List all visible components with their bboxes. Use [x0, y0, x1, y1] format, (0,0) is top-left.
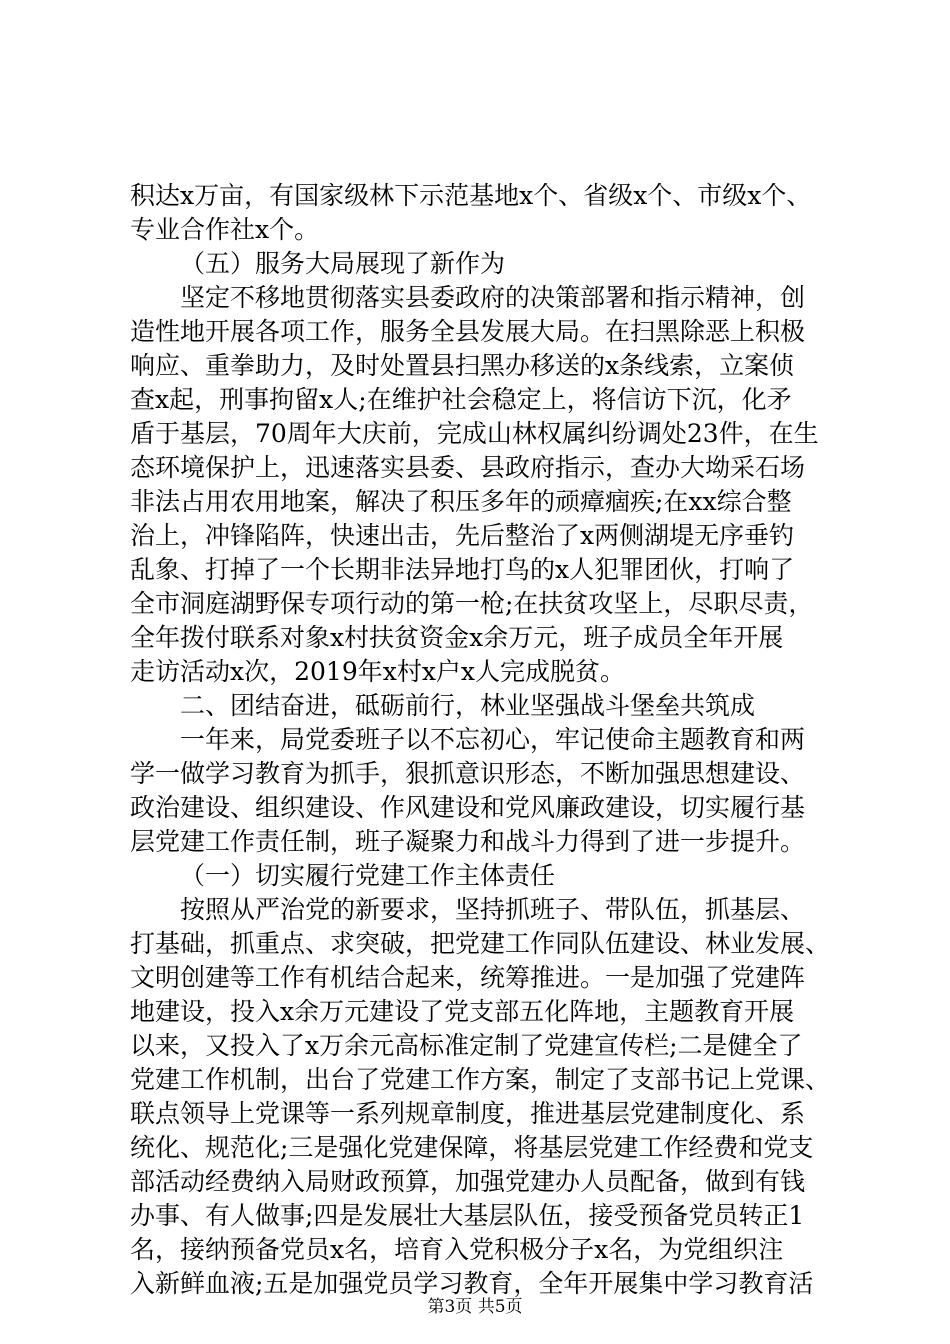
body-line: 以来，又投入了x万余元高标准定制了党建宣传栏;二是健全了	[130, 1031, 803, 1060]
body-line: 联点领导上党课等一系列规章制度，推进基层党建制度化、系	[130, 1099, 806, 1128]
paragraph-first-line: 坚定不移地贯彻落实县委政府的决策部署和指示精神，创	[180, 283, 806, 312]
body-line: 政治建设、组织建设、作风建设和党风廉政建设，切实履行基	[130, 793, 806, 822]
body-line: 非法占用农用地案，解决了积压多年的顽瘴痼疾;在xx综合整	[130, 487, 792, 516]
body-line: 全年拨付联系对象x村扶贫资金x余万元，班子成员全年开展	[130, 623, 784, 652]
body-line: 文明创建等工作有机结合起来，统筹推进。一是加强了党建阵	[130, 963, 806, 992]
section-heading: 二、团结奋进，砥砺前行，林业坚强战斗堡垒共筑成	[180, 691, 756, 720]
body-line: 统化、规范化;三是强化党建保障，将基层党建工作经费和党支	[130, 1133, 814, 1162]
body-line: 专业合作社x个。	[130, 215, 320, 244]
body-line: 响应、重拳助力，及时处置县扫黑办移送的x条线索，立案侦	[130, 351, 795, 380]
body-line: 态环境保护上，迅速落实县委、县政府指示，查办大坳采石场	[130, 453, 806, 482]
body-line: 层党建工作责任制，班子凝聚力和战斗力得到了进一步提升。	[130, 827, 806, 856]
body-line: 乱象、打掉了一个长期非法异地打鸟的x人犯罪团伙，打响了	[130, 555, 795, 584]
body-line: 入新鲜血液;五是加强党员学习教育，全年开展集中学习教育活	[130, 1269, 814, 1298]
body-line: 党建工作机制，出台了党建工作方案，制定了支部书记上党课、	[130, 1065, 831, 1094]
body-line: 造性地开展各项工作，服务全县发展大局。在扫黑除恶上积极	[130, 317, 806, 346]
body-line: 积达x万亩，有国家级林下示范基地x个、省级x个、市级x个、	[130, 181, 812, 210]
body-line: 部活动经费纳入局财政预算，加强党建办人员配备，做到有钱	[130, 1167, 806, 1196]
body-line: 盾于基层，70周年大庆前，完成山林权属纠纷调处23件，在生	[130, 419, 819, 448]
page-number-footer: 第3页 共5页	[427, 1297, 523, 1317]
body-line: 学一做学习教育为抓手，狠抓意识形态，不断加强思想建设、	[130, 759, 806, 788]
body-line: 查x起，刑事拘留x人;在维护社会稳定上，将信访下沉，化矛	[130, 385, 792, 414]
paragraph-first-line: 一年来，局党委班子以不忘初心，牢记使命主题教育和两	[180, 725, 806, 754]
body-line: 全市洞庭湖野保专项行动的第一枪;在扶贫攻坚上，尽职尽责，	[130, 589, 814, 618]
section-heading: （一）切实履行党建工作主体责任	[180, 861, 556, 890]
body-line: 治上，冲锋陷阵，快速出击，先后整治了x两侧湖堤无序垂钓	[130, 521, 795, 550]
body-line: 地建设，投入x余万元建设了党支部五化阵地，主题教育开展	[130, 997, 795, 1026]
body-line: 办事、有人做事;四是发展壮大基层队伍，接受预备党员转正1	[130, 1201, 805, 1230]
body-line: 名，接纳预备党员x名，培育入党积极分子x名，为党组织注	[130, 1235, 784, 1264]
body-line: 打基础，抓重点、求突破，把党建工作同队伍建设、林业发展、	[130, 929, 831, 958]
section-heading: （五）服务大局展现了新作为	[180, 249, 506, 278]
paragraph-first-line: 按照从严治党的新要求，坚持抓班子、带队伍，抓基层、	[180, 895, 806, 924]
body-line: 走访活动x次，2019年x村x户x人完成脱贫。	[130, 657, 626, 686]
